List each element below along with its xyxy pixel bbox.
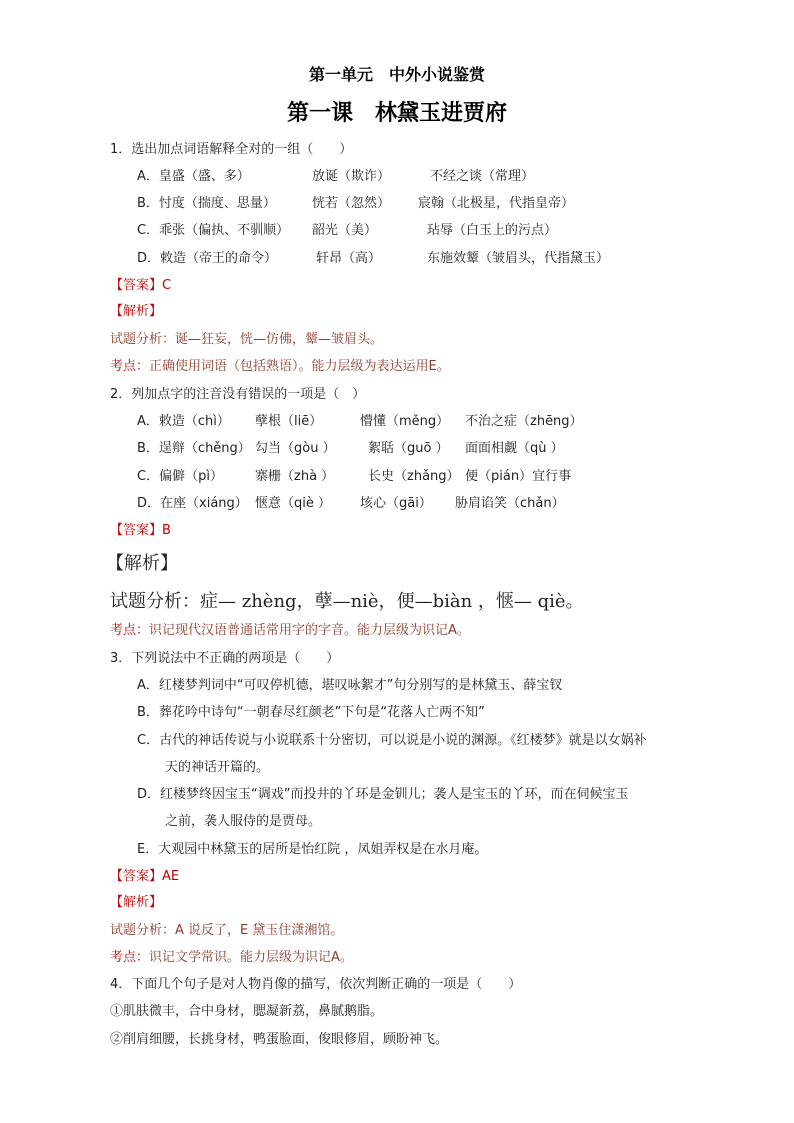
q3-answer-label: 【答案】 xyxy=(110,869,163,884)
q1-option-d-2: 轩昂（高） xyxy=(316,251,382,266)
q3-analysis-label: 【解析】 xyxy=(110,895,163,910)
q3-answer-value: AE xyxy=(162,869,180,884)
q1-analysis: 试题分析：诞—狂妄，恍—仿佛，颦—皱眉头。 xyxy=(110,332,384,347)
q3-point-text: 识记文学常识。能力层级为识记A。 xyxy=(149,950,353,965)
q1-option-d-3: 东施效颦（皱眉头，代指黛玉） xyxy=(427,251,610,266)
q2-option-d-1: D．在座（xiáng） xyxy=(137,496,248,511)
q3-option-a: A．红楼梦判词中“可叹停机德，堪叹咏絮才”句分别写的是林黛玉、薛宝钗 xyxy=(137,678,563,693)
q1-option-b-1: B．忖度（揣度、思量） xyxy=(137,196,276,211)
q1-point-text: 正确使用词语（包括熟语）。能力层级为表达运用E。 xyxy=(149,359,450,374)
q3-point xyxy=(110,949,353,967)
q3-option-c: C．古代的神话传说与小说联系十分密切，可以说是小说的渊源。《红楼梦》就是以女娲补 xyxy=(137,733,647,748)
q2-analysis-label: 【解析】 xyxy=(106,553,178,574)
question-4-stem: 4．下面几个句子是对人物肖像的描写，依次判断正确的一项是（ ） xyxy=(110,977,522,992)
q4-line-1: ①肌肤微丰，合中身材，腮凝新荔，鼻腻鹅脂。 xyxy=(110,1004,384,1019)
q3-answer xyxy=(110,868,179,886)
q3-option-d-cont: 之前，袭人服侍的是贾母。 xyxy=(165,814,322,829)
q2-analysis: 试题分析：症— zhèng，孽—niè，便—biàn ，惬— qiè。 xyxy=(110,591,584,612)
q1-option-c-1: C．乖张（偏执、不驯顺） xyxy=(137,223,290,238)
q1-point-label: 考点： xyxy=(110,359,150,374)
q1-answer xyxy=(110,277,171,295)
question-2-stem: 2．列加点字的注音没有错误的一项是（ ） xyxy=(110,387,366,402)
question-3-stem: 3．下列说法中不正确的两项是（ ） xyxy=(110,651,340,666)
q2-option-c-1: C．偏僻（pì） xyxy=(137,469,223,484)
q2-option-a-4: 不治之症（zhēng） xyxy=(465,414,583,429)
question-1-stem: 1．选出加点词语解释全对的一组（ ） xyxy=(110,142,353,157)
q2-option-c-3: 长史（zhǎng） xyxy=(368,469,460,484)
q1-answer-value: C xyxy=(162,278,172,293)
q3-analysis: 试题分析：A 说反了，E 黛玉住潇湘馆。 xyxy=(110,923,344,938)
q2-option-b-1: B．逞辩（chěng） xyxy=(137,441,251,456)
q2-answer-label: 【答案】 xyxy=(110,523,163,538)
q2-answer xyxy=(110,522,171,540)
q1-option-c-3: 玷辱（白玉上的污点） xyxy=(427,223,558,238)
q1-option-c-2: 韶光（美） xyxy=(312,223,378,238)
q3-option-d: D．红楼梦终因宝玉“调戏”而投井的丫环是金钏儿；袭人是宝玉的丫环，而在伺候宝玉 xyxy=(137,787,629,802)
q1-option-b-3: 宸翰（北极星，代指皇帝） xyxy=(418,196,575,211)
q4-line-2: ②削肩细腰，长挑身材，鸭蛋脸面，俊眼修眉，顾盼神飞。 xyxy=(110,1032,449,1047)
unit-title: 第一单元 中外小说鉴赏 xyxy=(308,65,485,84)
q2-option-b-4: 面面相觑（qù ） xyxy=(465,441,564,456)
q1-analysis-label: 【解析】 xyxy=(110,304,163,319)
q3-point-label: 考点： xyxy=(110,950,150,965)
q3-option-b: B．葬花吟中诗句“一朝春尽红颜老”下句是“花落人亡两不知” xyxy=(137,705,485,720)
q1-answer-label: 【答案】 xyxy=(110,278,163,293)
q2-option-a-3: 懵懂（měng） xyxy=(360,414,450,429)
q1-option-d-1: D．敕造（帝王的命令） xyxy=(137,251,278,266)
q1-point xyxy=(110,358,450,376)
q2-option-a-2: 孽根（liē） xyxy=(255,414,323,429)
q1-option-a-3: 不经之谈（常理） xyxy=(430,169,535,184)
q2-point-label: 考点： xyxy=(110,623,150,638)
q2-option-b-2: 勾当（gòu ） xyxy=(255,441,336,456)
q1-option-b-2: 恍若（忽然） xyxy=(312,196,391,211)
q3-option-e: E．大观园中林黛玉的居所是怡红院 ，凤姐弄权是在水月庵。 xyxy=(137,842,488,857)
q2-option-d-4: 胁肩谄笑（chǎn） xyxy=(455,496,565,511)
q2-option-d-2: 惬意（qiè ） xyxy=(255,496,331,511)
q3-option-c-cont: 天的神话开篇的。 xyxy=(165,760,270,775)
q1-option-a-1: A．皇盛（盛、多） xyxy=(137,169,250,184)
q2-option-c-2: 寨栅（zhà ） xyxy=(255,469,335,484)
q2-answer-value: B xyxy=(162,523,171,538)
q2-point xyxy=(110,622,470,640)
q1-option-a-2: 放诞（欺诈） xyxy=(312,169,391,184)
q2-option-a-1: A．敕造（chì） xyxy=(137,414,230,429)
q2-point-text: 识记现代汉语普通话常用字的字音。能力层级为识记A。 xyxy=(149,623,470,638)
lesson-title: 第一课 林黛玉进贾府 xyxy=(286,100,507,126)
q2-option-c-4: 便（pián）宜行事 xyxy=(465,469,572,484)
q2-option-d-3: 垓心（gāi） xyxy=(360,496,432,511)
q2-option-b-3: 絮聒（guō ） xyxy=(368,441,449,456)
